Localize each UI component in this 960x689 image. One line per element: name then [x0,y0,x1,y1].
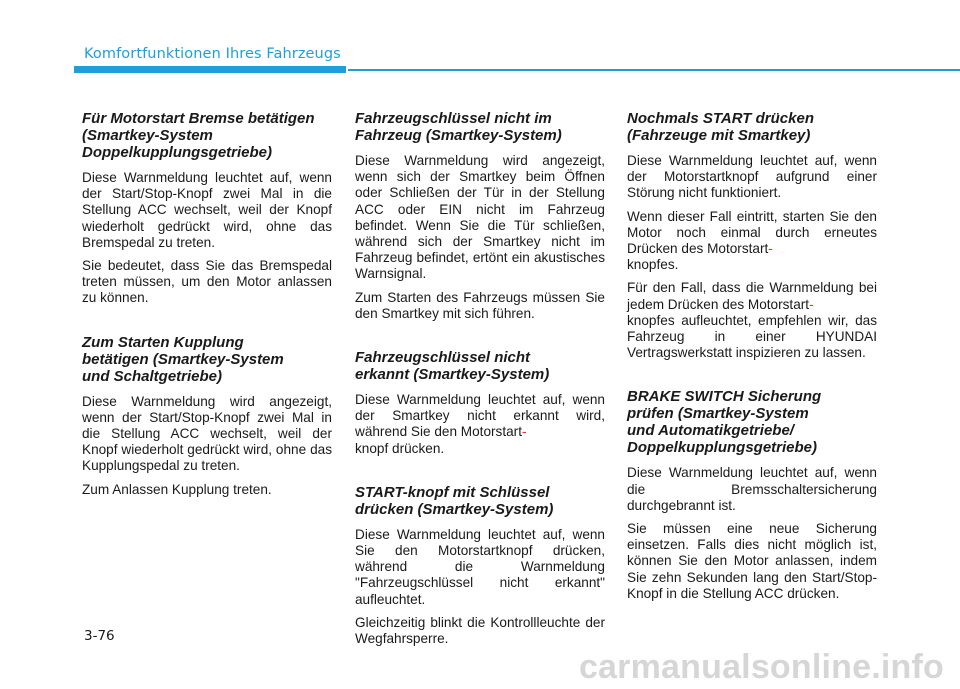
paragraph: Sie müssen eine neue Sicherung einsetzen. Falls dies nicht möglich ist, können Sie den Motor anlassen, indem Sie zehn Sekunden lang den Start/Stop-Knopf in die Stellung ACC drücken. [627,521,877,601]
column-3 [627,110,877,609]
section-heading: BRAKE SWITCH Sicherung prüfen (Smartkey-System und Automatikgetriebe/ Doppelkupplungsgetriebe) [627,388,822,457]
section-heading: Zum Starten Kupplung betätigen (Smartkey-System und Schaltgetriebe) [82,333,284,385]
hyphen-mark: - [768,241,773,257]
paragraph: Diese Warnmeldung leuchtet auf, wenn die Bremsschaltersicherung durchgebrannt ist. [627,465,877,513]
paragraph: Diese Warnmeldung wird angezeigt, wenn der Start/Stop-Knopf zwei Mal in die Stellung ACC wechselt, weil der Knopf wiederholt gedrückt wird, ohne das Kupplungspedal zu treten. [82,393,332,474]
section-heading: Fahrzeugschlüssel nicht im Fahrzeug (Smartkey-System) [355,110,562,144]
text-span: Diese Warnmeldung leuchtet auf, wenn der Smartkey nicht erkannt wird, während Sie den Motorstart [355,392,605,440]
paragraph: Gleichzeitig blinkt die Kontrollleuchte der Wegfahrsperre. [355,614,605,647]
text-span: knopfes aufleuchtet, empfehlen wir, das Fahrzeug in einer HYUNDAI Vertragswerkstatt inspizieren zu lassen. [627,312,877,361]
watermark: carmanualsonline.info [578,648,944,686]
text-span: knopfes. [627,257,679,273]
column-2 [355,110,605,654]
column-1 [82,110,332,505]
section-heading: Für Motorstart Bremse betätigen (Smartkey-System Doppelkupplungsgetriebe) [82,110,315,161]
paragraph: Diese Warnmeldung leuchtet auf, wenn der Motorstartknopf aufgrund einer Störung nicht funktioniert. [627,153,877,201]
text-span: Wenn dieser Fall eintritt, starten Sie den Motor noch einmal durch erneutes Drücken des Motorstart [627,208,877,257]
paragraph: Sie bedeutet, dass Sie das Bremspedal treten müssen, um den Motor anlassen zu können. [82,258,332,306]
paragraph [355,392,605,457]
header-rule-thick [74,66,346,73]
spacer [627,368,877,388]
section-heading: Nochmals START drücken (Fahrzeuge mit Smartkey) [627,110,814,144]
page-number: 3-76 [84,628,115,644]
text-span: knopf drücken. [355,440,445,456]
section-heading: START-knopf mit Schlüssel drücken (Smartkey-System) [355,483,554,518]
hyphen-mark: - [809,296,814,312]
paragraph: Zum Anlassen Kupplung treten. [82,481,272,497]
paragraph: Diese Warnmeldung wird angezeigt, wenn sich der Smartkey beim Öffnen oder Schließen der Tür in der Stellung ACC oder EIN nicht im Fahrzeug befindet. Wenn Sie die Tür schließen, während sich der Smartkey nicht im Fahrzeug befindet, ertönt ein akustisches Warnsignal. [355,153,605,282]
paragraph: Diese Warnmeldung leuchtet auf, wenn Sie den Motorstartknopf drücken, während die Warnmeldung "Fahrzeugschlüssel nicht erkannt" aufleuchtet. [355,526,605,607]
section-heading: Fahrzeugschlüssel nicht erkannt (Smartkey-System) [355,349,550,384]
paragraph [627,280,877,361]
paragraph: Zum Starten des Fahrzeugs müssen Sie den Smartkey mit sich führen. [355,289,605,321]
paragraph: Diese Warnmeldung leuchtet auf, wenn der Start/Stop-Knopf zwei Mal in die Stellung ACC wechselt, weil der Knopf wiederholt gedrückt wird, ohne das Bremspedal zu treten. [82,170,332,250]
text-span: Für den Fall, dass die Warnmeldung bei jedem Drücken des Motorstart [627,280,877,312]
spacer [82,314,332,334]
chapter-title: Komfortfunktionen Ihres Fahrzeugs [84,46,341,62]
header-rule-thin [348,69,960,71]
paragraph [627,209,877,274]
spacer [355,329,605,349]
spacer [355,464,605,484]
hyphen-mark: - [522,424,527,440]
